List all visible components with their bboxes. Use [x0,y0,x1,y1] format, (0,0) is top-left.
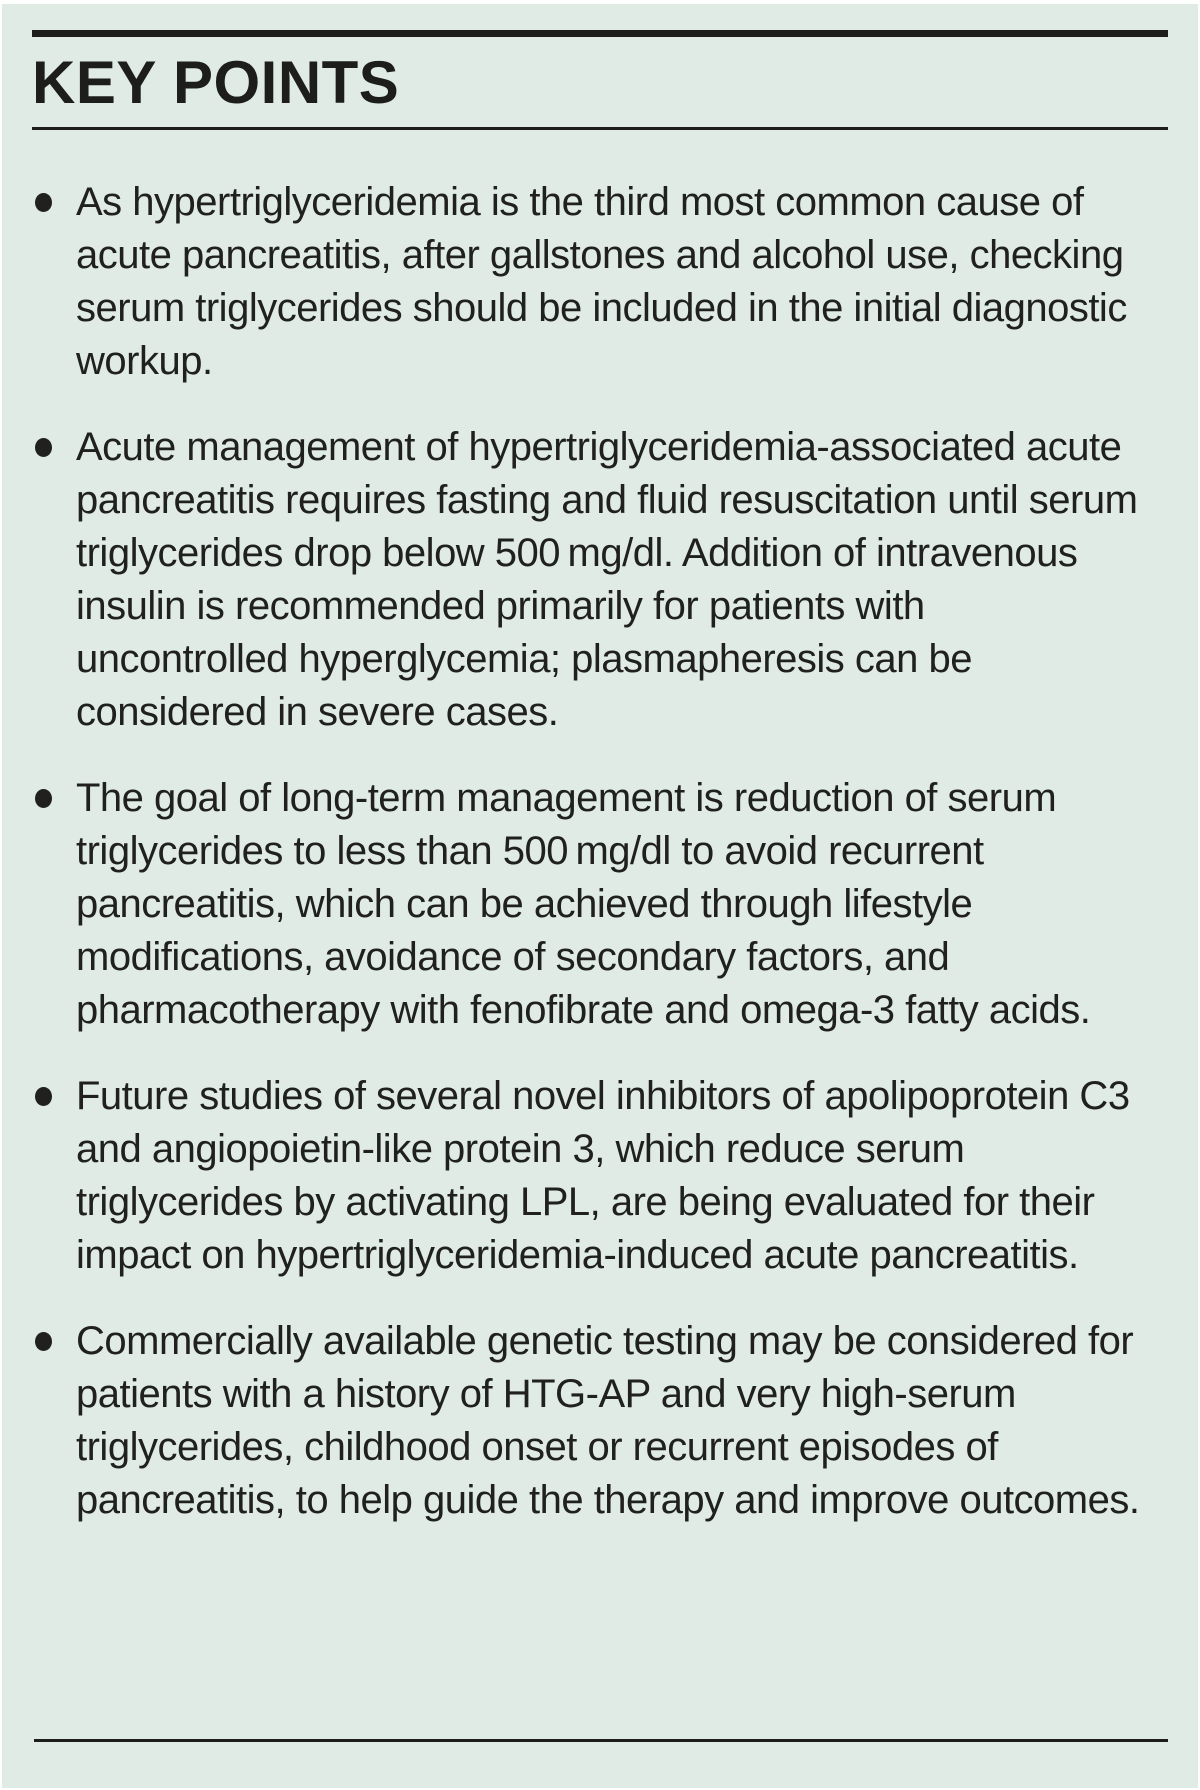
key-point-text: Commercially available genetic testing may be considered for patients with a history of HTG-AP and very high-serum triglycerides, childhood onset or recurrent episodes of pancreatitis, to help guide the therapy and improve outcomes. [76,1319,1140,1522]
bullet-icon [35,789,52,808]
key-point-text: Acute management of hypertriglyceridemia-associated acute pancreatitis requires fasting and fluid resuscitation until serum triglycerides drop below 500 mg/dl. Addition of intravenous insulin is recommended primarily for patients with uncontrolled hyperglycemia; plasmapheresis can be considered in severe cases. [76,425,1138,734]
key-point-item [35,1315,1142,1527]
key-points-list [32,176,1168,1527]
key-point-item [35,1070,1142,1282]
bullet-icon [35,1087,52,1106]
key-point-text: As hypertriglyceridemia is the third most common cause of acute pancreatitis, after gallstones and alcohol use, checking serum triglycerides should be included in the initial diagnostic workup. [76,180,1127,383]
bullet-icon [35,438,52,457]
key-point-item [35,176,1142,388]
header-divider-rule [32,127,1168,130]
key-points-content [2,30,1198,1527]
key-point-item [35,772,1142,1037]
key-points-title: KEY POINTS [32,49,400,116]
bullet-icon [35,1332,52,1351]
key-point-text: Future studies of several novel inhibitors of apolipoprotein C3 and angiopoietin-like protein 3, which reduce serum triglycerides by activating LPL, are being evaluated for their impact on hypertriglyceridemia-induced acute pancreatitis. [76,1074,1130,1277]
key-point-item [35,421,1142,739]
bullet-icon [35,193,52,212]
key-point-text: The goal of long-term management is reduction of serum triglycerides to less than 500 mg/dl to avoid recurrent pancreatitis, which can be achieved through lifestyle modifications, avoidance of secondary factors, and pharmacotherapy with fenofibrate and omega-3 fatty acids. [76,776,1091,1032]
key-points-panel [2,4,1198,1788]
top-rule [32,30,1168,37]
bottom-rule [34,1739,1168,1742]
